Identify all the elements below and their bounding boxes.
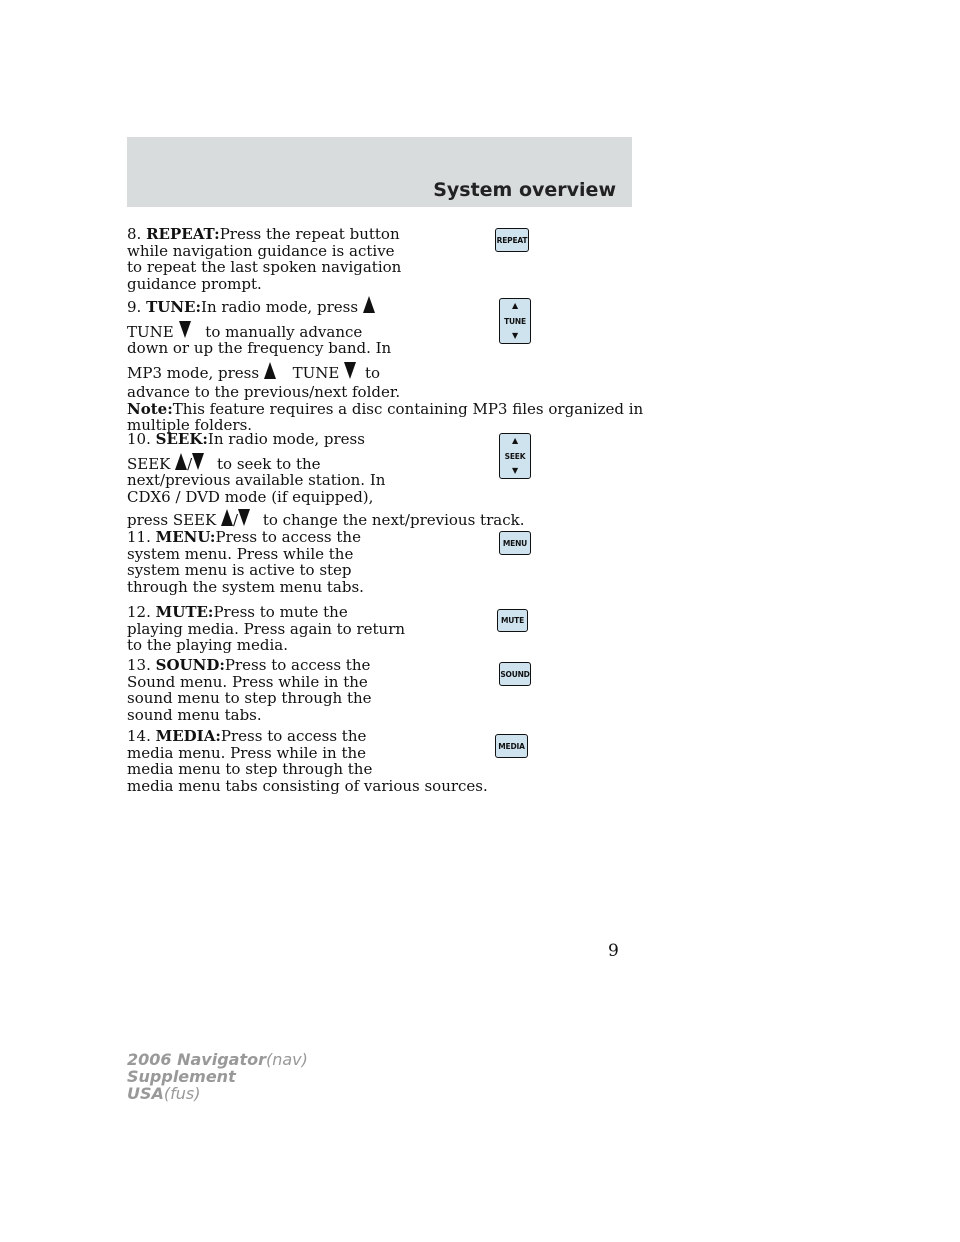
item-number: 9.	[127, 298, 142, 316]
item-text: system menu. Press while the	[127, 544, 354, 563]
triangle-up-icon	[175, 453, 187, 470]
triangle-up-icon	[363, 296, 375, 313]
footer-model: 2006 Navigator	[127, 1050, 266, 1069]
item-text: through the system menu tabs.	[127, 577, 364, 596]
item-text: advance to the previous/next folder.	[127, 383, 401, 401]
slash: /	[232, 511, 239, 529]
item-text: SEEK	[127, 454, 171, 473]
item-number: 10.	[127, 430, 151, 448]
item-repeat	[127, 226, 401, 292]
item-text: Press the repeat button	[219, 225, 400, 243]
item-number: 12.	[127, 603, 151, 621]
item-text: Press to access the	[215, 528, 361, 546]
button-label: MEDIA	[498, 741, 525, 751]
repeat-button[interactable]	[495, 228, 529, 252]
item-text: to	[364, 363, 380, 382]
footer	[127, 1051, 308, 1102]
item-mute	[127, 604, 405, 654]
item-text: Press to access the	[220, 727, 367, 745]
footer-supplement: Supplement	[127, 1067, 236, 1086]
button-label: SOUND	[500, 669, 530, 679]
slash: /	[187, 454, 193, 473]
item-text: to manually advance	[205, 322, 363, 341]
item-text: to change the next/previous track.	[262, 511, 525, 529]
triangle-up-icon	[264, 362, 276, 379]
arrow-down-icon: ▼	[512, 331, 518, 340]
item-term: SEEK:	[155, 430, 208, 448]
triangle-up-icon	[221, 509, 233, 526]
item-number: 11.	[127, 528, 151, 546]
button-label: MUTE	[501, 616, 524, 625]
item-number: 14.	[127, 727, 151, 745]
footer-region: USA	[127, 1084, 164, 1103]
item-menu	[127, 529, 364, 595]
button-label: REPEAT	[496, 235, 528, 245]
item-tune	[127, 296, 643, 434]
triangle-down-icon	[192, 453, 204, 470]
section-title: System overview	[433, 179, 616, 201]
sound-button[interactable]	[499, 662, 531, 686]
triangle-down-icon	[344, 362, 356, 379]
item-text: sound menu to step through the	[127, 689, 372, 707]
item-term: SOUND:	[155, 656, 225, 674]
item-text: Sound menu. Press while in the	[127, 672, 368, 691]
item-term: MUTE:	[155, 603, 214, 621]
arrow-up-icon: ▲	[512, 436, 518, 445]
note-label: Note:	[127, 399, 173, 418]
footer-region-code: (fus)	[163, 1084, 201, 1103]
mute-button[interactable]	[497, 609, 528, 632]
note-text: multiple folders.	[127, 416, 253, 434]
page-number: 9	[608, 941, 619, 961]
item-text: guidance prompt.	[127, 274, 262, 293]
seek-button[interactable]	[499, 433, 531, 479]
item-text: while navigation guidance is active	[127, 241, 395, 260]
item-text: media menu tabs consisting of various sources.	[127, 776, 488, 795]
item-term: MEDIA:	[155, 727, 221, 745]
triangle-down-icon	[179, 321, 191, 338]
tune-button[interactable]	[499, 298, 531, 344]
item-text: to repeat the last spoken navigation	[127, 258, 402, 276]
item-text: system menu is active to step	[127, 561, 352, 579]
item-text: press SEEK	[127, 511, 217, 529]
item-seek	[127, 431, 524, 529]
item-text: TUNE	[292, 363, 340, 382]
item-number: 13.	[127, 656, 151, 674]
button-label: TUNE	[504, 316, 526, 326]
item-text: media menu to step through the	[127, 760, 373, 778]
item-text: to seek to the	[217, 454, 321, 473]
item-text: TUNE	[127, 322, 174, 341]
item-text: playing media. Press again to return	[127, 619, 406, 638]
menu-button[interactable]	[499, 531, 531, 555]
item-text: media menu. Press while in the	[127, 743, 367, 762]
button-label: MENU	[502, 538, 528, 548]
item-text: In radio mode, press	[201, 298, 359, 316]
item-text: to the playing media.	[127, 636, 289, 654]
arrow-down-icon: ▼	[512, 466, 518, 475]
item-text: down or up the frequency band. In	[127, 339, 392, 357]
item-text: CDX6 / DVD mode (if equipped),	[127, 487, 374, 506]
item-term: REPEAT:	[146, 225, 220, 243]
item-term: MENU:	[155, 528, 216, 546]
item-sound	[127, 657, 372, 723]
item-term: TUNE:	[146, 298, 202, 316]
media-button[interactable]	[495, 734, 528, 758]
arrow-up-icon: ▲	[512, 301, 518, 310]
item-text: sound menu tabs.	[127, 705, 262, 724]
item-text: Press to access the	[224, 656, 371, 674]
item-text: MP3 mode, press	[127, 363, 260, 382]
footer-code: (nav)	[265, 1050, 308, 1069]
item-number: 8.	[127, 225, 142, 243]
item-text: next/previous available station. In	[127, 471, 386, 489]
button-label: SEEK	[504, 451, 526, 461]
item-text: Press to mute the	[213, 603, 348, 621]
item-media	[127, 728, 488, 794]
triangle-down-icon	[238, 509, 250, 526]
item-text: In radio mode, press	[207, 430, 365, 448]
section-header	[127, 137, 632, 207]
note-text: This feature requires a disc containing MP3 files organized in	[172, 399, 644, 418]
